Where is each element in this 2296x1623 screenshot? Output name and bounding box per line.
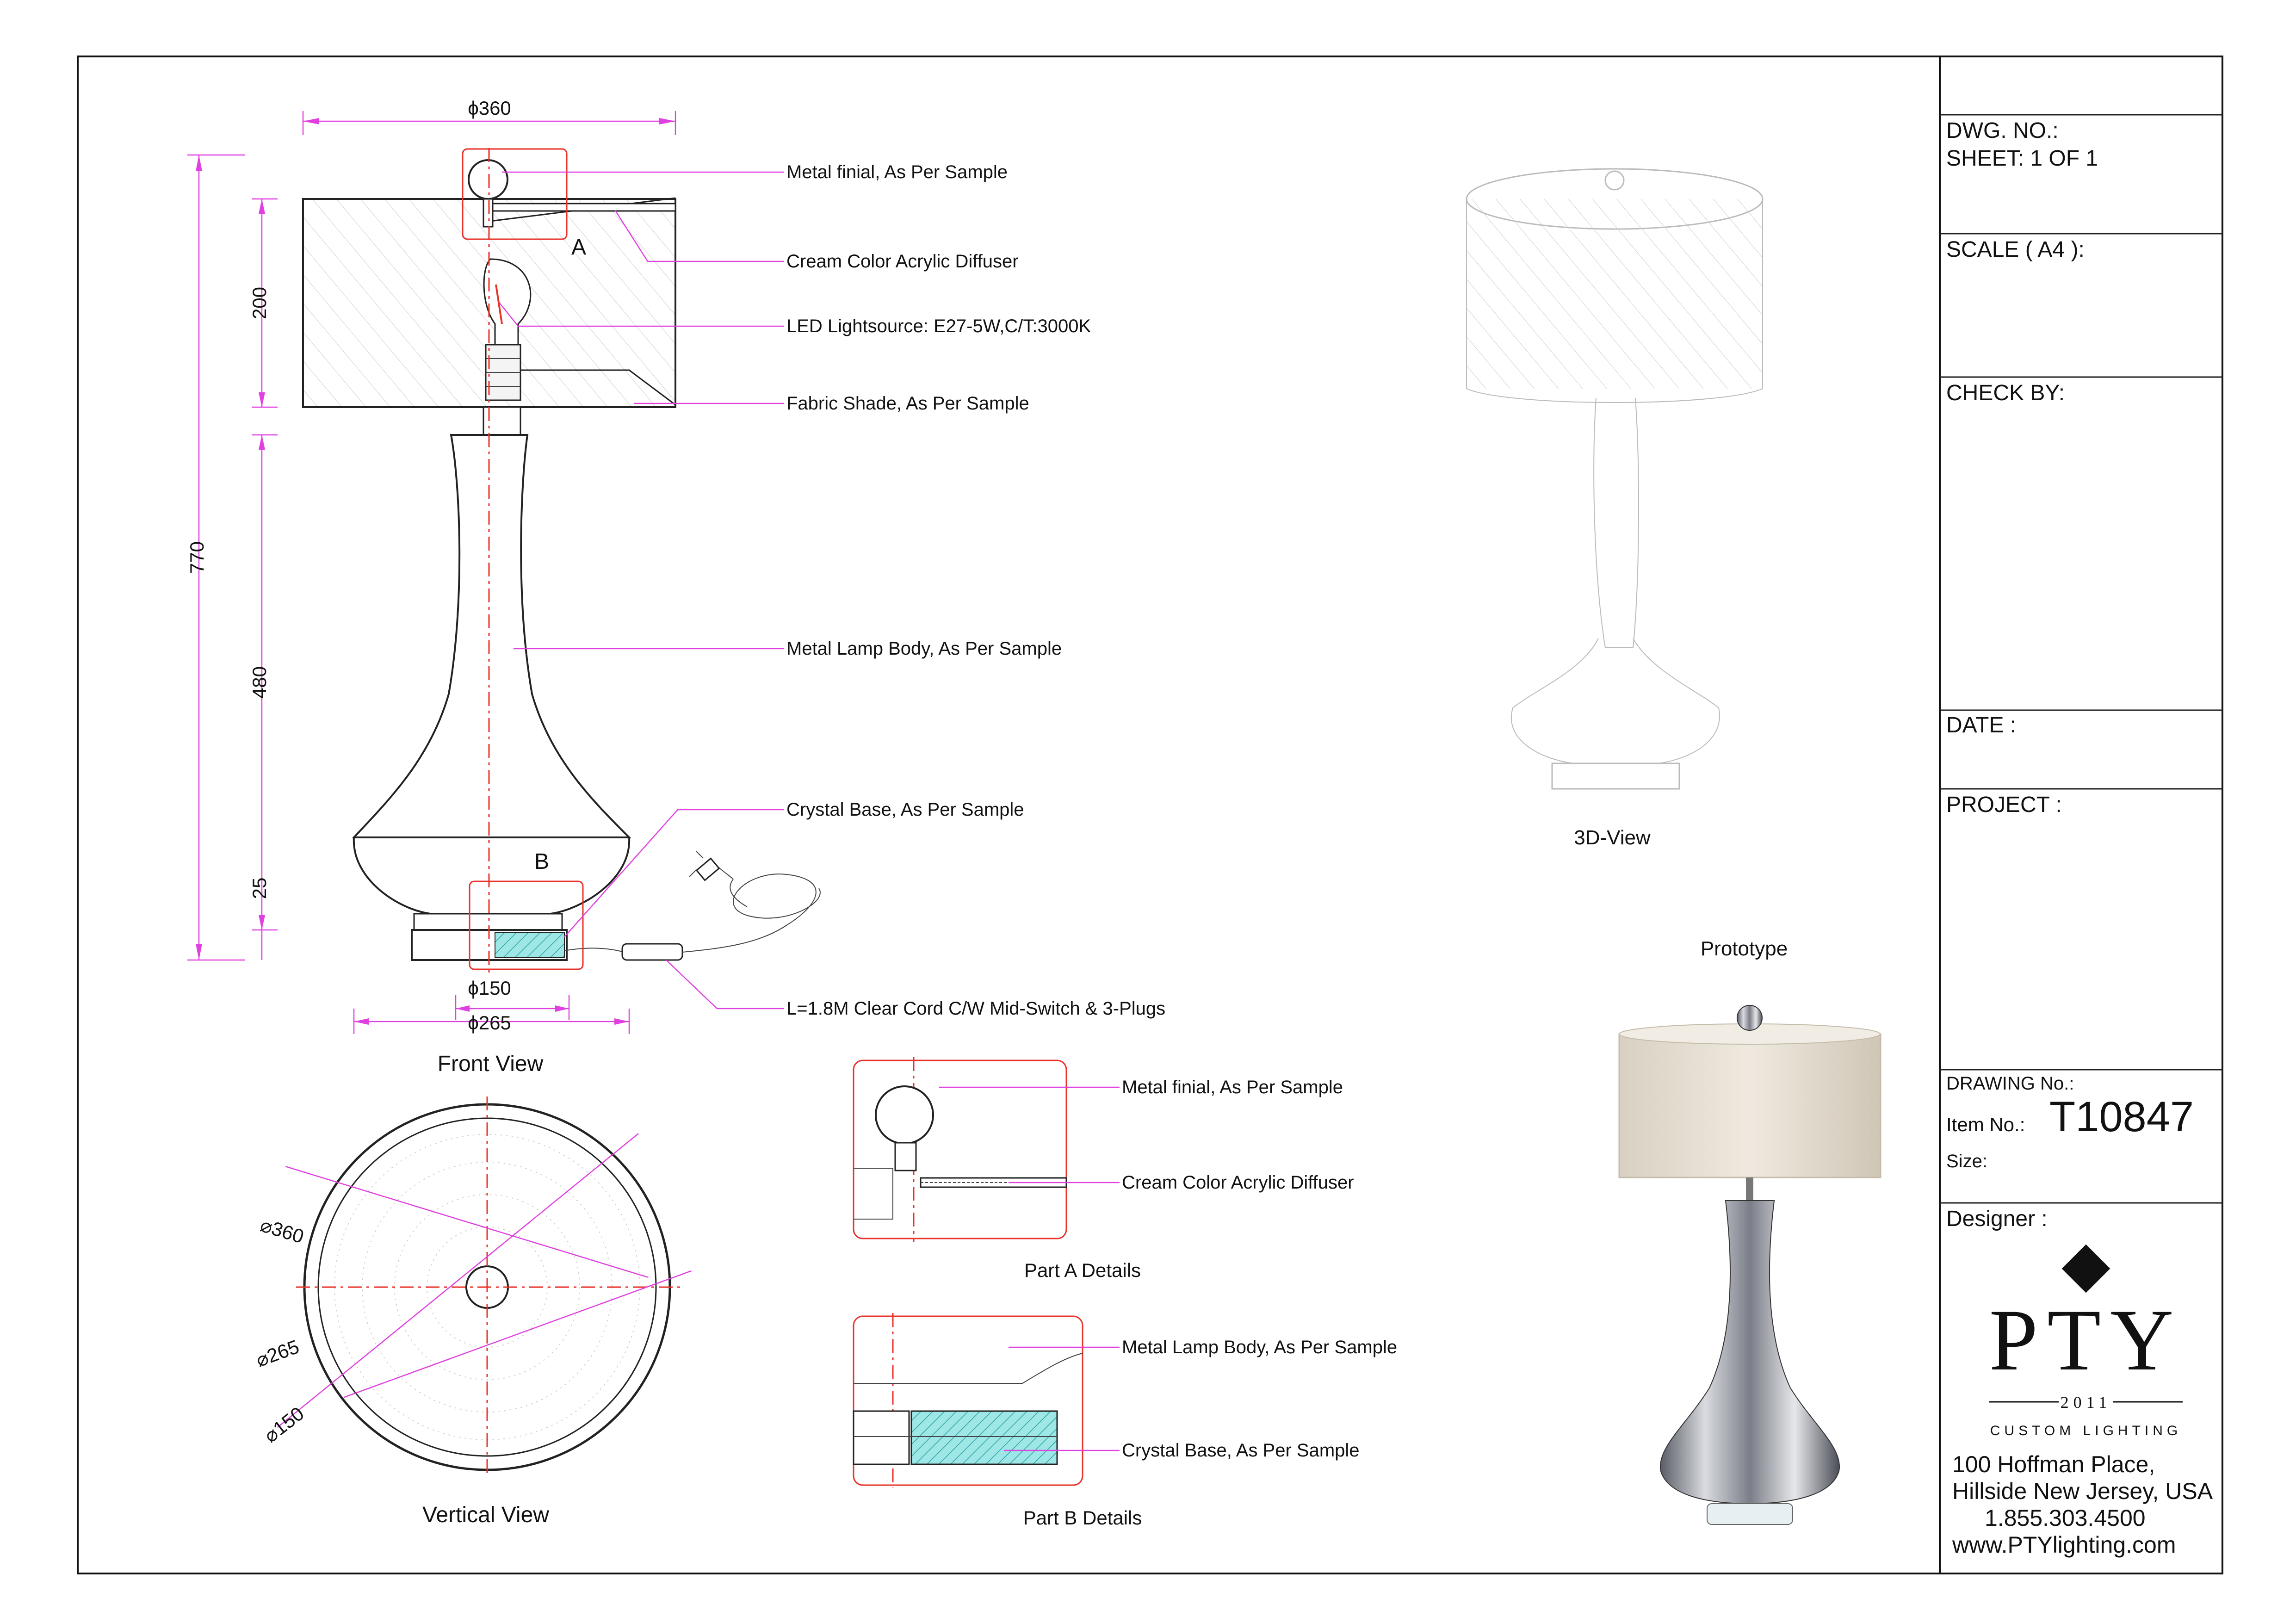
dim-base-outer: ϕ265	[468, 1012, 511, 1034]
dim-body-height: 480	[248, 666, 270, 699]
callout-diffuser: Cream Color Acrylic Diffuser	[786, 251, 1019, 272]
view-3d	[1467, 169, 1763, 849]
dim-top-150: ⌀150	[260, 1402, 308, 1447]
part-b-callout-body: Metal Lamp Body, As Per Sample	[1122, 1337, 1398, 1357]
address-block	[1952, 1451, 2213, 1558]
marker-a-label: A	[571, 235, 587, 260]
size-label: Size:	[1946, 1151, 1987, 1171]
front-view-title: Front View	[437, 1052, 544, 1076]
dim-shade-height: 200	[248, 286, 270, 320]
callout-cord: L=1.8M Clear Cord C/W Mid-Switch & 3-Plugs	[786, 998, 1166, 1019]
callout-body: Metal Lamp Body, As Per Sample	[786, 638, 1062, 659]
address-line: Hillside New Jersey, USA	[1952, 1478, 2213, 1504]
designer-label: Designer :	[1946, 1207, 2048, 1231]
callout-shade: Fabric Shade, As Per Sample	[786, 393, 1029, 414]
logo-tagline: CUSTOM LIGHTING	[1990, 1423, 2182, 1438]
prototype-image	[1619, 937, 1881, 1524]
dwg-no-label: DWG. NO.:	[1946, 118, 2059, 143]
item-no-label: Item No.:	[1946, 1114, 2025, 1135]
vertical-view	[253, 1096, 692, 1527]
part-b-title: Part B Details	[1023, 1507, 1142, 1529]
prototype-title: Prototype	[1700, 937, 1788, 960]
power-cord	[564, 948, 625, 953]
project-label: PROJECT :	[1946, 793, 2062, 817]
part-a-callout-finial: Metal finial, As Per Sample	[1122, 1077, 1343, 1097]
dim-top-265: ⌀265	[253, 1335, 302, 1371]
plug-icon	[697, 858, 719, 880]
pty-logo	[1989, 1245, 2183, 1438]
finial	[469, 160, 507, 199]
diamond-icon	[2062, 1245, 2110, 1293]
dim-shade-width: ϕ360	[468, 97, 511, 119]
sheet-label: SHEET: 1 OF 1	[1946, 146, 2098, 171]
dim-base-height: 25	[248, 877, 270, 899]
dim-base-inner: ϕ150	[468, 977, 511, 999]
part-a-title: Part A Details	[1024, 1259, 1141, 1281]
title-block	[1940, 115, 2222, 1558]
logo-name: PTY	[1989, 1292, 2183, 1389]
part-a-callout-diffuser: Cream Color Acrylic Diffuser	[1122, 1172, 1354, 1193]
part-a-details	[854, 1057, 1354, 1281]
check-by-label: CHECK BY:	[1946, 381, 2065, 405]
front-view	[186, 97, 1165, 1076]
part-b-details	[854, 1313, 1397, 1529]
address-line: 1.855.303.4500	[1985, 1505, 2146, 1531]
dim-total-height: 770	[186, 541, 208, 574]
drawing-no-label: DRAWING No.:	[1946, 1073, 2074, 1094]
scale-label: SCALE ( A4 ):	[1946, 237, 2085, 262]
crystal-base	[414, 914, 562, 930]
item-no-value: T10847	[2049, 1093, 2194, 1140]
callout-finial: Metal finial, As Per Sample	[786, 162, 1008, 182]
logo-year: 2011	[2060, 1393, 2112, 1412]
mid-switch	[622, 944, 682, 960]
part-b-callout-base: Crystal Base, As Per Sample	[1122, 1440, 1360, 1461]
date-label: DATE :	[1946, 713, 2017, 737]
marker-b-label: B	[534, 849, 550, 874]
view-3d-title: 3D-View	[1574, 826, 1651, 849]
callout-led: LED Lightsource: E27-5W,C/T:3000K	[786, 316, 1091, 336]
lamp-body	[354, 435, 629, 837]
dim-top-360: ⌀360	[258, 1214, 307, 1248]
address-line: www.PTYlighting.com	[1952, 1532, 2176, 1558]
address-line: 100 Hoffman Place,	[1952, 1451, 2155, 1477]
callout-base: Crystal Base, As Per Sample	[786, 799, 1024, 820]
vertical-view-title: Vertical View	[422, 1503, 549, 1527]
